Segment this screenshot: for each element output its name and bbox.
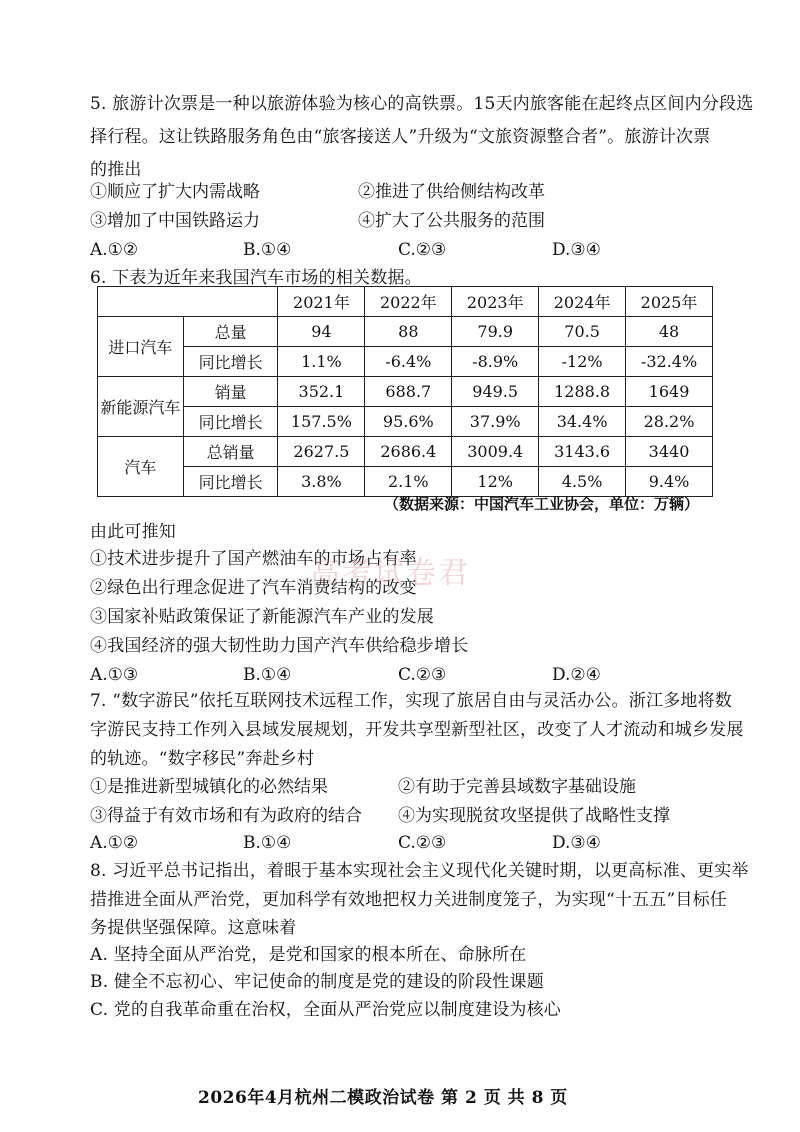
table-cell: -12% [539, 347, 626, 377]
q5-stem-line-3: 的推出 [90, 160, 142, 180]
q5-item-1: ①顺应了扩大内需战略 [90, 182, 260, 202]
q6-option-a: A.①③ [90, 665, 139, 685]
q5-stem-line-1: 5. 旅游计次票是一种以旅游体验为核心的高铁票。15天内旅客能在起终点区间内分段选 [90, 94, 754, 114]
q6-item-4: ④我国经济的强大韧性助力国产汽车供给稳步增长 [90, 636, 469, 656]
q5-item-3: ③增加了中国铁路运力 [90, 211, 260, 231]
table-cell: 2627.5 [278, 437, 365, 467]
table-cell: 28.2% [626, 407, 713, 437]
q6-item-2: ②绿色出行理念促进了汽车消费结构的改变 [90, 578, 417, 598]
year-header: 2025年 [626, 287, 713, 317]
q8-option-b: B. 健全不忘初心、牢记使命的制度是党的建设的阶段性课题 [90, 972, 544, 992]
table-cell: -8.9% [452, 347, 539, 377]
table-cell: 37.9% [452, 407, 539, 437]
q7-stem-line-1: 7. “数字游民”依托互联网技术远程工作，实现了旅居自由与灵活办公。浙江多地将数 [90, 691, 733, 711]
page-footer: 2026年4月杭州二模政治试卷 第 2 页 共 8 页 [198, 1088, 568, 1108]
q7-option-a: A.①② [90, 833, 139, 853]
year-header: 2021年 [278, 287, 365, 317]
year-header: 2023年 [452, 287, 539, 317]
group-label-nev: 新能源汽车 [98, 377, 184, 437]
row-label: 销量 [183, 377, 278, 407]
row-label: 总量 [183, 317, 278, 347]
table-cell: 94 [278, 317, 365, 347]
q8-option-c: C. 党的自我革命重在治权，全面从严治党应以制度建设为核心 [90, 1000, 562, 1020]
table-cell: 70.5 [539, 317, 626, 347]
group-label-imported: 进口汽车 [98, 317, 184, 377]
table-cell: 4.5% [539, 467, 626, 497]
table-cell: 48 [626, 317, 713, 347]
table-cell: 352.1 [278, 377, 365, 407]
car-market-table [97, 286, 713, 497]
table-cell: 3.8% [278, 467, 365, 497]
table-cell: 949.5 [452, 377, 539, 407]
table-cell: -6.4% [365, 347, 452, 377]
table-cell: 95.6% [365, 407, 452, 437]
row-label: 同比增长 [183, 347, 278, 377]
q8-stem-line-2: 措推进全面从严治党，更加科学有效地把权力关进制度笼子，为实现“十五五”目标任 [90, 890, 727, 910]
table-header-row [98, 287, 713, 317]
q8-option-a: A. 坚持全面从严治党，是党和国家的根本所在、命脉所在 [90, 945, 527, 965]
watermark: 高考试卷君 [310, 556, 470, 591]
q7-item-3: ③得益于有效市场和有为政府的结合 [90, 806, 362, 826]
q7-option-c: C.②③ [398, 833, 447, 853]
q8-stem-line-1: 8. 习近平总书记指出，着眼于基本实现社会主义现代化关键时期，以更高标准、更实举 [90, 861, 749, 881]
table-cell: 3440 [626, 437, 713, 467]
group-label-cars: 汽车 [98, 437, 184, 497]
table-cell: 157.5% [278, 407, 365, 437]
year-header: 2022年 [365, 287, 452, 317]
row-label: 同比增长 [183, 467, 278, 497]
row-label: 同比增长 [183, 407, 278, 437]
table-cell: 688.7 [365, 377, 452, 407]
table-cell: 3143.6 [539, 437, 626, 467]
table-cell: 9.4% [626, 467, 713, 497]
q5-option-d: D.③④ [552, 240, 601, 260]
table-cell: 34.4% [539, 407, 626, 437]
q5-option-a: A.①② [90, 240, 139, 260]
q7-item-1: ①是推进新型城镇化的必然结果 [90, 777, 328, 797]
q7-item-2: ②有助于完善县域数字基础设施 [398, 777, 636, 797]
table-cell: 1.1% [278, 347, 365, 377]
q7-stem-line-3: 的轨迹。“数字移民”奔赴乡村 [90, 749, 315, 769]
q5-item-2: ②推进了供给侧结构改革 [358, 182, 545, 202]
table-cell: -32.4% [626, 347, 713, 377]
q6-lead: 由此可推知 [90, 522, 176, 542]
q7-item-4: ④为实现脱贫攻坚提供了战略性支撑 [398, 806, 670, 826]
q6-option-d: D.②④ [552, 665, 601, 685]
table-row [98, 467, 713, 497]
table-cell: 79.9 [452, 317, 539, 347]
table-row [98, 347, 713, 377]
q8-stem-line-3: 务提供坚强保障。这意味着 [90, 918, 297, 938]
q6-option-b: B.①④ [243, 665, 292, 685]
q6-option-c: C.②③ [398, 665, 447, 685]
table-cell: 1288.8 [539, 377, 626, 407]
table-cell: 3009.4 [452, 437, 539, 467]
table-row [98, 317, 713, 347]
q5-item-4: ④扩大了公共服务的范围 [358, 211, 545, 231]
row-label: 总销量 [183, 437, 278, 467]
q5-option-c: C.②③ [398, 240, 447, 260]
table-cell: 88 [365, 317, 452, 347]
q5-stem-line-2: 择行程。这让铁路服务角色由“旅客接送人”升级为“文旅资源整合者”。旅游计次票 [90, 127, 711, 147]
q6-stem: 6. 下表为近年来我国汽车市场的相关数据。 [90, 268, 422, 288]
q6-item-3: ③国家补贴政策保证了新能源汽车产业的发展 [90, 607, 434, 627]
table-row [98, 437, 713, 467]
table-source-note: （数据来源：中国汽车工业协会，单位：万辆） [384, 495, 700, 513]
table-cell: 12% [452, 467, 539, 497]
q5-option-b: B.①④ [243, 240, 292, 260]
q7-option-b: B.①④ [243, 833, 292, 853]
table-corner-cell [98, 287, 278, 317]
q7-option-d: D.③④ [552, 833, 601, 853]
q6-item-1: ①技术进步提升了国产燃油车的市场占有率 [90, 549, 417, 569]
table-cell: 2.1% [365, 467, 452, 497]
table-cell: 1649 [626, 377, 713, 407]
q7-stem-line-2: 字游民支持工作列入县域发展规划，开发共享型新型社区，改变了人才流动和城乡发展 [90, 720, 744, 740]
table-row [98, 407, 713, 437]
table-row [98, 377, 713, 407]
table-cell: 2686.4 [365, 437, 452, 467]
year-header: 2024年 [539, 287, 626, 317]
